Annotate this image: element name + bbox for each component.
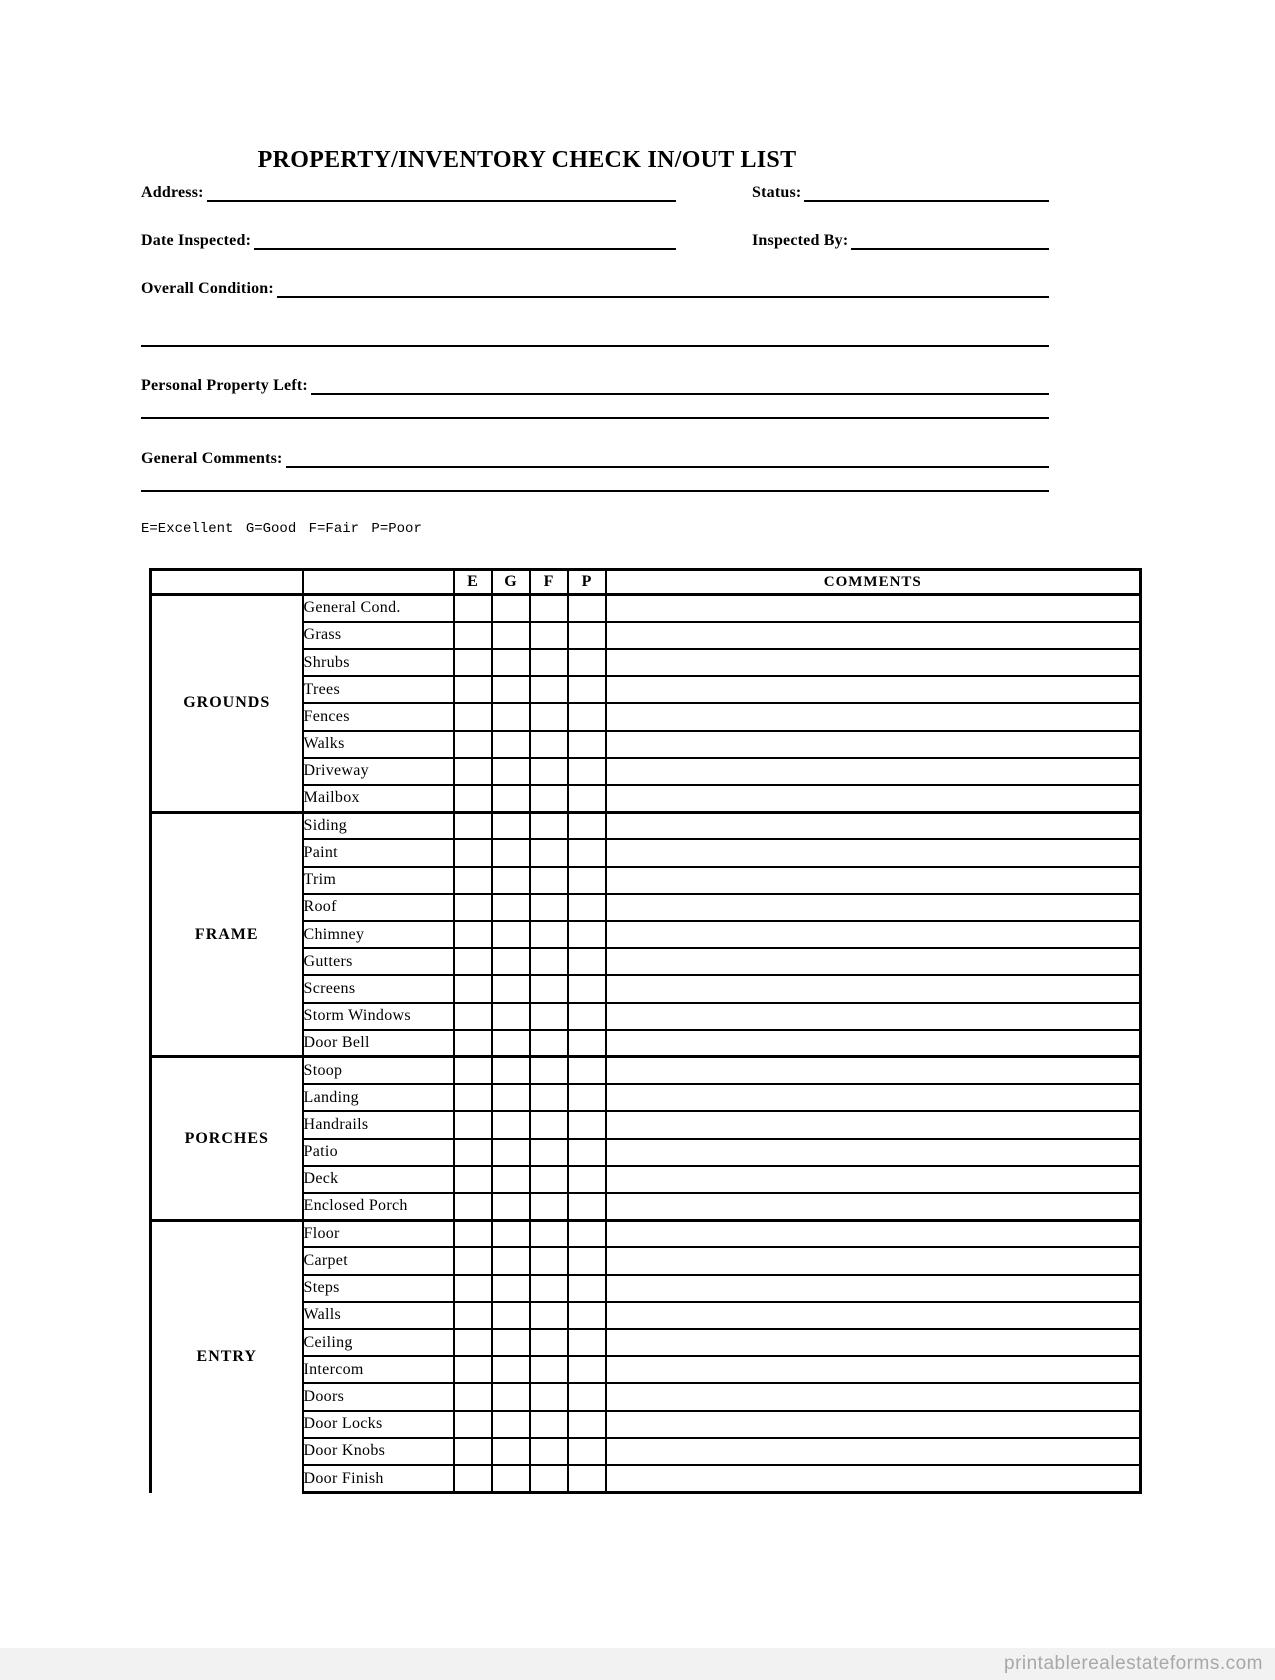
page-title: PROPERTY/INVENTORY CHECK IN/OUT LIST <box>257 147 797 173</box>
rating-cell-f[interactable] <box>530 812 568 839</box>
rating-cell-e[interactable] <box>454 785 492 812</box>
item-label: General Cond. <box>303 595 454 622</box>
rating-cell-f[interactable] <box>530 1383 568 1410</box>
personal-property-left-field <box>141 373 1049 395</box>
rating-cell-p[interactable] <box>568 1084 606 1111</box>
item-label: Screens <box>303 975 454 1002</box>
item-label: Landing <box>303 1084 454 1111</box>
item-label: Fences <box>303 703 454 730</box>
comments-cell[interactable] <box>606 894 1141 921</box>
rating-cell-g[interactable] <box>492 1329 530 1356</box>
general-comments-continuation-line[interactable] <box>141 490 1049 492</box>
rating-cell-e[interactable] <box>454 1003 492 1030</box>
rating-cell-f[interactable] <box>530 622 568 649</box>
rating-cell-e[interactable] <box>454 1247 492 1274</box>
item-label: Stoop <box>303 1057 454 1084</box>
date-inspected-label: Date Inspected: <box>141 231 252 249</box>
rating-cell-e[interactable] <box>454 1030 492 1057</box>
rating-cell-p[interactable] <box>568 1166 606 1193</box>
overall-condition-label: Overall Condition: <box>141 279 274 297</box>
rating-cell-p[interactable] <box>568 1356 606 1383</box>
rating-cell-e[interactable] <box>454 1166 492 1193</box>
item-label: Doors <box>303 1383 454 1410</box>
rating-cell-g[interactable] <box>492 1111 530 1138</box>
rating-cell-g[interactable] <box>492 622 530 649</box>
rating-cell-g[interactable] <box>492 595 530 622</box>
rating-cell-p[interactable] <box>568 1139 606 1166</box>
rating-cell-f[interactable] <box>530 839 568 866</box>
rating-cell-g[interactable] <box>492 812 530 839</box>
rating-cell-f[interactable] <box>530 1356 568 1383</box>
date-inspected-field <box>141 228 676 250</box>
rating-cell-g[interactable] <box>492 1030 530 1057</box>
inspected-by-label: Inspected By: <box>752 231 849 249</box>
section-label-frame: FRAME <box>151 812 303 1057</box>
comments-cell[interactable] <box>606 1275 1141 1302</box>
comments-cell[interactable] <box>606 731 1141 758</box>
comments-cell[interactable] <box>606 1111 1141 1138</box>
footer-site-name: printablerealestateforms.com <box>1004 1653 1263 1674</box>
rating-cell-e[interactable] <box>454 1084 492 1111</box>
item-label: Door Knobs <box>303 1438 454 1465</box>
item-label: Grass <box>303 622 454 649</box>
rating-cell-p[interactable] <box>568 758 606 785</box>
rating-cell-f[interactable] <box>530 1139 568 1166</box>
date-inspected-input-line[interactable] <box>254 228 676 250</box>
rating-cell-p[interactable] <box>568 921 606 948</box>
item-label: Handrails <box>303 1111 454 1138</box>
table-row <box>151 595 1141 622</box>
checklist-table-body <box>151 595 1141 1493</box>
status-label: Status: <box>752 183 802 201</box>
comments-cell[interactable] <box>606 839 1141 866</box>
header-comments: COMMENTS <box>606 570 1141 595</box>
rating-cell-p[interactable] <box>568 595 606 622</box>
rating-cell-g[interactable] <box>492 839 530 866</box>
rating-cell-e[interactable] <box>454 1193 492 1220</box>
header-good: G <box>492 570 530 595</box>
item-label: Gutters <box>303 948 454 975</box>
comments-cell[interactable] <box>606 622 1141 649</box>
rating-cell-f[interactable] <box>530 1438 568 1465</box>
section-label-grounds: GROUNDS <box>151 595 303 813</box>
rating-cell-e[interactable] <box>454 839 492 866</box>
rating-cell-f[interactable] <box>530 1302 568 1329</box>
item-label: Paint <box>303 839 454 866</box>
item-label: Door Finish <box>303 1465 454 1493</box>
rating-cell-f[interactable] <box>530 1193 568 1220</box>
rating-cell-e[interactable] <box>454 1111 492 1138</box>
rating-cell-g[interactable] <box>492 1220 530 1247</box>
comments-cell[interactable] <box>606 867 1141 894</box>
rating-cell-f[interactable] <box>530 975 568 1002</box>
rating-cell-p[interactable] <box>568 1220 606 1247</box>
item-label: Chimney <box>303 921 454 948</box>
rating-cell-e[interactable] <box>454 1329 492 1356</box>
item-label: Enclosed Porch <box>303 1193 454 1220</box>
rating-cell-g[interactable] <box>492 703 530 730</box>
address-label: Address: <box>141 183 204 201</box>
rating-cell-p[interactable] <box>568 622 606 649</box>
comments-cell[interactable] <box>606 676 1141 703</box>
rating-cell-e[interactable] <box>454 921 492 948</box>
comments-cell[interactable] <box>606 1411 1141 1438</box>
table-header-row <box>151 570 1141 595</box>
table-row <box>151 812 1141 839</box>
item-label: Driveway <box>303 758 454 785</box>
comments-cell[interactable] <box>606 1030 1141 1057</box>
rating-cell-g[interactable] <box>492 1193 530 1220</box>
inspected-by-field <box>752 228 1049 250</box>
comments-cell[interactable] <box>606 1465 1141 1493</box>
rating-cell-e[interactable] <box>454 1438 492 1465</box>
rating-cell-g[interactable] <box>492 1438 530 1465</box>
item-label: Trim <box>303 867 454 894</box>
rating-cell-g[interactable] <box>492 1356 530 1383</box>
rating-cell-g[interactable] <box>492 1057 530 1084</box>
comments-cell[interactable] <box>606 975 1141 1002</box>
rating-cell-e[interactable] <box>454 622 492 649</box>
rating-cell-e[interactable] <box>454 703 492 730</box>
comments-cell[interactable] <box>606 758 1141 785</box>
overall-condition-input-line[interactable] <box>277 276 1049 298</box>
rating-cell-e[interactable] <box>454 1465 492 1493</box>
rating-legend: E=Excellent G=Good F=Fair P=Poor <box>141 521 422 537</box>
address-field <box>141 180 676 202</box>
overall-condition-continuation-line[interactable] <box>141 345 1049 347</box>
rating-cell-p[interactable] <box>568 839 606 866</box>
rating-cell-p[interactable] <box>568 1438 606 1465</box>
rating-cell-f[interactable] <box>530 676 568 703</box>
header-fair: F <box>530 570 568 595</box>
rating-cell-e[interactable] <box>454 731 492 758</box>
rating-cell-f[interactable] <box>530 785 568 812</box>
item-label: Ceiling <box>303 1329 454 1356</box>
rating-cell-g[interactable] <box>492 649 530 676</box>
section-label-entry: ENTRY <box>151 1220 303 1492</box>
rating-cell-e[interactable] <box>454 1302 492 1329</box>
rating-cell-e[interactable] <box>454 812 492 839</box>
rating-cell-f[interactable] <box>530 1111 568 1138</box>
rating-cell-g[interactable] <box>492 1084 530 1111</box>
rating-cell-p[interactable] <box>568 1302 606 1329</box>
rating-cell-p[interactable] <box>568 785 606 812</box>
comments-cell[interactable] <box>606 1247 1141 1274</box>
item-label: Carpet <box>303 1247 454 1274</box>
comments-cell[interactable] <box>606 812 1141 839</box>
item-label: Siding <box>303 812 454 839</box>
rating-cell-g[interactable] <box>492 1275 530 1302</box>
rating-cell-p[interactable] <box>568 1383 606 1410</box>
rating-cell-e[interactable] <box>454 867 492 894</box>
rating-cell-e[interactable] <box>454 1139 492 1166</box>
comments-cell[interactable] <box>606 1438 1141 1465</box>
rating-cell-g[interactable] <box>492 1247 530 1274</box>
rating-cell-p[interactable] <box>568 867 606 894</box>
item-label: Door Bell <box>303 1030 454 1057</box>
rating-cell-g[interactable] <box>492 1411 530 1438</box>
comments-cell[interactable] <box>606 1057 1141 1084</box>
rating-cell-g[interactable] <box>492 948 530 975</box>
status-field <box>752 180 1049 202</box>
rating-cell-f[interactable] <box>530 1247 568 1274</box>
rating-cell-p[interactable] <box>568 1329 606 1356</box>
rating-cell-p[interactable] <box>568 1057 606 1084</box>
rating-cell-e[interactable] <box>454 1383 492 1410</box>
comments-cell[interactable] <box>606 921 1141 948</box>
rating-cell-g[interactable] <box>492 1383 530 1410</box>
rating-cell-f[interactable] <box>530 1057 568 1084</box>
header-excellent: E <box>454 570 492 595</box>
rating-cell-g[interactable] <box>492 676 530 703</box>
rating-cell-e[interactable] <box>454 1275 492 1302</box>
rating-cell-f[interactable] <box>530 1166 568 1193</box>
rating-cell-g[interactable] <box>492 894 530 921</box>
rating-cell-f[interactable] <box>530 731 568 758</box>
comments-cell[interactable] <box>606 703 1141 730</box>
rating-cell-p[interactable] <box>568 1111 606 1138</box>
rating-cell-g[interactable] <box>492 758 530 785</box>
rating-cell-f[interactable] <box>530 1003 568 1030</box>
rating-cell-p[interactable] <box>568 1411 606 1438</box>
comments-cell[interactable] <box>606 1302 1141 1329</box>
item-label: Storm Windows <box>303 1003 454 1030</box>
personal-property-left-label: Personal Property Left: <box>141 376 308 394</box>
comments-cell[interactable] <box>606 1003 1141 1030</box>
rating-cell-f[interactable] <box>530 595 568 622</box>
comments-cell[interactable] <box>606 1193 1141 1220</box>
rating-cell-e[interactable] <box>454 975 492 1002</box>
rating-cell-p[interactable] <box>568 676 606 703</box>
header-item-blank <box>303 570 454 595</box>
personal-property-continuation-line[interactable] <box>141 417 1049 419</box>
rating-cell-g[interactable] <box>492 1166 530 1193</box>
rating-cell-e[interactable] <box>454 1411 492 1438</box>
comments-cell[interactable] <box>606 1084 1141 1111</box>
item-label: Door Locks <box>303 1411 454 1438</box>
comments-cell[interactable] <box>606 649 1141 676</box>
rating-cell-g[interactable] <box>492 1302 530 1329</box>
rating-cell-p[interactable] <box>568 649 606 676</box>
rating-cell-f[interactable] <box>530 867 568 894</box>
overall-condition-field <box>141 276 1049 298</box>
inspected-by-input-line[interactable] <box>851 228 1049 250</box>
rating-cell-f[interactable] <box>530 1030 568 1057</box>
table-row <box>151 1220 1141 1247</box>
status-input-line[interactable] <box>804 180 1049 202</box>
item-label: Patio <box>303 1139 454 1166</box>
rating-cell-f[interactable] <box>530 1084 568 1111</box>
rating-cell-g[interactable] <box>492 867 530 894</box>
rating-cell-f[interactable] <box>530 1220 568 1247</box>
rating-cell-f[interactable] <box>530 894 568 921</box>
comments-cell[interactable] <box>606 1139 1141 1166</box>
rating-cell-e[interactable] <box>454 758 492 785</box>
comments-cell[interactable] <box>606 948 1141 975</box>
item-label: Floor <box>303 1220 454 1247</box>
rating-cell-g[interactable] <box>492 975 530 1002</box>
comments-cell[interactable] <box>606 1356 1141 1383</box>
general-comments-input-line[interactable] <box>286 446 1049 468</box>
item-label: Walls <box>303 1302 454 1329</box>
item-label: Roof <box>303 894 454 921</box>
table-row <box>151 1057 1141 1084</box>
rating-cell-f[interactable] <box>530 1411 568 1438</box>
rating-cell-p[interactable] <box>568 1193 606 1220</box>
item-label: Steps <box>303 1275 454 1302</box>
rating-cell-g[interactable] <box>492 1139 530 1166</box>
footer-band <box>0 1648 1275 1680</box>
comments-cell[interactable] <box>606 785 1141 812</box>
header-section-blank <box>151 570 303 595</box>
comments-cell[interactable] <box>606 1166 1141 1193</box>
rating-cell-e[interactable] <box>454 1057 492 1084</box>
item-label: Shrubs <box>303 649 454 676</box>
section-label-porches: PORCHES <box>151 1057 303 1220</box>
comments-cell[interactable] <box>606 1383 1141 1410</box>
item-label: Mailbox <box>303 785 454 812</box>
rating-cell-p[interactable] <box>568 1247 606 1274</box>
rating-cell-e[interactable] <box>454 1356 492 1383</box>
rating-cell-f[interactable] <box>530 948 568 975</box>
rating-cell-e[interactable] <box>454 1220 492 1247</box>
rating-cell-g[interactable] <box>492 1003 530 1030</box>
rating-cell-p[interactable] <box>568 894 606 921</box>
rating-cell-g[interactable] <box>492 785 530 812</box>
item-label: Intercom <box>303 1356 454 1383</box>
rating-cell-p[interactable] <box>568 1003 606 1030</box>
item-label: Trees <box>303 676 454 703</box>
checklist-table <box>149 568 1142 1494</box>
address-input-line[interactable] <box>207 180 676 202</box>
general-comments-label: General Comments: <box>141 449 283 467</box>
rating-cell-p[interactable] <box>568 703 606 730</box>
comments-cell[interactable] <box>606 1220 1141 1247</box>
header-poor: P <box>568 570 606 595</box>
rating-cell-p[interactable] <box>568 1275 606 1302</box>
rating-cell-f[interactable] <box>530 1275 568 1302</box>
item-label: Deck <box>303 1166 454 1193</box>
rating-cell-f[interactable] <box>530 703 568 730</box>
rating-cell-g[interactable] <box>492 731 530 758</box>
rating-cell-f[interactable] <box>530 921 568 948</box>
rating-cell-g[interactable] <box>492 921 530 948</box>
rating-cell-f[interactable] <box>530 1465 568 1493</box>
rating-cell-p[interactable] <box>568 948 606 975</box>
rating-cell-p[interactable] <box>568 1030 606 1057</box>
item-label: Walks <box>303 731 454 758</box>
rating-cell-e[interactable] <box>454 649 492 676</box>
rating-cell-e[interactable] <box>454 595 492 622</box>
rating-cell-f[interactable] <box>530 758 568 785</box>
rating-cell-p[interactable] <box>568 975 606 1002</box>
personal-property-left-input-line[interactable] <box>311 373 1049 395</box>
rating-cell-f[interactable] <box>530 649 568 676</box>
comments-cell[interactable] <box>606 1329 1141 1356</box>
rating-cell-e[interactable] <box>454 948 492 975</box>
comments-cell[interactable] <box>606 595 1141 622</box>
rating-cell-g[interactable] <box>492 1465 530 1493</box>
rating-cell-p[interactable] <box>568 1465 606 1493</box>
general-comments-field <box>141 446 1049 468</box>
rating-cell-e[interactable] <box>454 676 492 703</box>
rating-cell-p[interactable] <box>568 731 606 758</box>
rating-cell-e[interactable] <box>454 894 492 921</box>
rating-cell-f[interactable] <box>530 1329 568 1356</box>
rating-cell-p[interactable] <box>568 812 606 839</box>
